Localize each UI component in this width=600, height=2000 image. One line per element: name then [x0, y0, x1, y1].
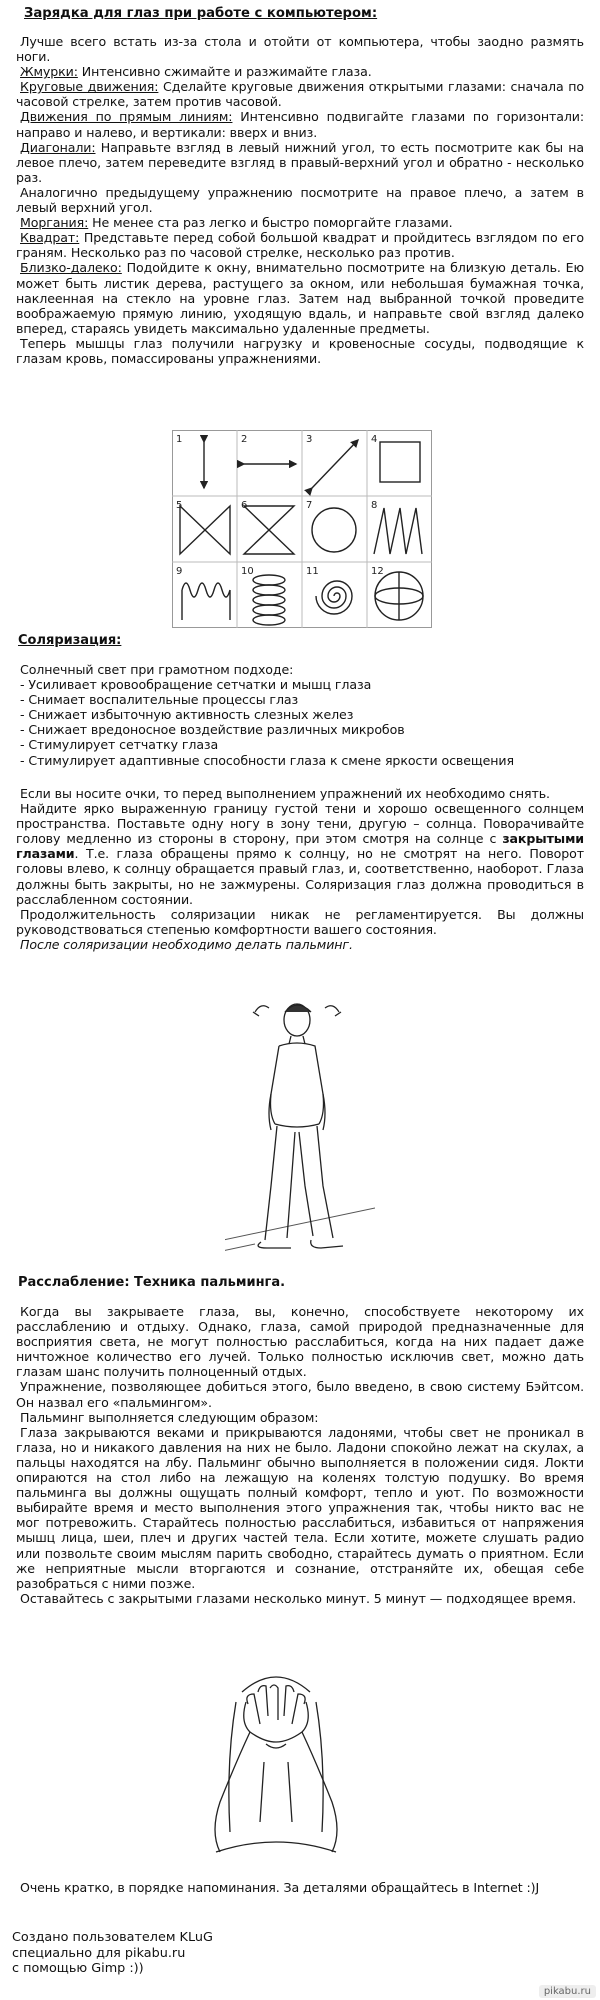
eye-exercise-diagram: [172, 430, 432, 628]
article-title: Зарядка для глаз при работе с компьютером:: [24, 6, 378, 21]
exercise-section: [16, 34, 584, 366]
palming-p3: Пальминг выполняется следующим образом:: [20, 1409, 319, 1425]
glasses-paragraph: Если вы носите очки, то перед выполнением упражнений их необходимо снять.: [20, 786, 550, 801]
palming-p1: Когда вы закрываете глаза, вы, конечно, способствуете некоторому их расслаблению и отдыху. Однако, глаза, самой природой предназначенные для восприятия света, не могут полностью расслабиться, когда на них падает даже ничтожное количество его лучей. Только полностью исключив свет, можно дать глазам шанс получить полноценный отдых.: [16, 1304, 584, 1380]
cell-number: 12: [371, 566, 384, 577]
credit-line: с помощью Gimp :)): [12, 1961, 144, 1976]
credit-line: Создано пользователем KLuG: [12, 1930, 213, 1945]
cell-number: 11: [306, 566, 319, 577]
exercise-blinks-tight: Жмурки: Интенсивно сжимайте и разжимайте глаза.: [20, 64, 372, 80]
benefit-item: - Усиливает кровообращение сетчатки и мышц глаза: [20, 677, 372, 693]
muscles-paragraph: Теперь мышцы глаз получили нагрузку и кровеносные сосуды, подводящие к глазам кровь, помассированы упражнениями.: [16, 335, 584, 366]
cell-number: 6: [241, 500, 248, 511]
benefit-item: - Снимает воспалительные процессы глаз: [20, 692, 299, 708]
solarization-lead: Солнечный свет при грамотном подходе:: [20, 662, 294, 677]
solarization-method: [16, 786, 584, 952]
cell-number: 1: [176, 434, 183, 445]
palming-woman-illustration: [176, 1662, 376, 1862]
exercise-square: Квадрат: Представьте перед собой большой квадрат и пройдитесь взглядом по его граням. Несколько раз по часовой стрелке, несколько раз против.: [16, 230, 584, 261]
exercise-circles: Круговые движения: Сделайте круговые движения открытыми глазами: сначала по часовой стрелке, затем против часовой.: [16, 79, 584, 110]
palming-heading: Расслабление: Техника пальминга.: [18, 1275, 286, 1290]
cell-number: 2: [241, 434, 248, 445]
benefit-item: - Стимулирует адаптивные способности глаза к смене яркости освещения: [20, 752, 514, 768]
benefit-item: - Снижает избыточную активность слезных желез: [20, 707, 354, 723]
credit-line: специально для pikabu.ru: [12, 1945, 186, 1961]
intro-paragraph: Лучше всего встать из-за стола и отойти от компьютера, чтобы заодно размять ноги.: [16, 34, 584, 65]
summary-text: Очень кратко, в порядке напоминания. За деталями обращайтесь в Internet :)J: [20, 1880, 540, 1895]
standing-man-illustration: [225, 998, 375, 1268]
exercise-diagonals: Диагонали: Направьте взгляд в левый нижний угол, то есть посмотрите как бы на левое плечо, затем переведите взгляд в правый-верхний угол и обратно - несколько раз.: [16, 139, 584, 185]
site-watermark: pikabu.ru: [539, 1985, 596, 1998]
palming-p2: Упражнение, позволяющее добиться этого, было введено, в свою систему Бэйтсом. Он назвал его «пальмингом».: [16, 1379, 584, 1410]
solarization-benefits: [16, 662, 584, 768]
exercise-near-far: Близко-далеко: Подойдите к окну, внимательно посмотрите на близкую деталь. Ею может быть листик дерева, растущего за окном, или небольшая бумажная точка, наклеенная на стекло на уровне глаз. Затем над выбранной точкой проведите воображаемую прямую линию, уходящую вдаль, и направьте свой взгляд далеко вперед, стараясь увидеть максимально удаленные предметы.: [16, 260, 584, 336]
cell-number: 4: [371, 434, 378, 445]
cell-number: 3: [306, 434, 313, 445]
cell-number: 9: [176, 566, 183, 577]
cell-number: 5: [176, 500, 183, 511]
exercise-blinking: Моргания: Не менее ста раз легко и быстро поморгайте глазами.: [20, 215, 453, 231]
credits: [12, 1930, 213, 1977]
method-paragraph: Найдите ярко выраженную границу густой тени и хорошо освещенного солнцем пространства. Поставьте одну ногу в зону тени, другую – солнца. Поворачивайте голову медленно из стороны в сторону, при этом смотря на солнце с закрытыми глазами. Т.е. глаза обращены прямо к солнцу, но не смотрят на него. Поворот головы влево, к солнцу обращается правый глаз, и, соответственно, наоборот. Глаза должны быть закрыты, но не зажмурены. Соляризация глаз должна проводиться в расслабленном состоянии.: [16, 801, 584, 907]
exercise-lines: Движения по прямым линиям: Интенсивно подвигайте глазами по горизонтали: направо и налево, и вертикали: вверх и вниз.: [16, 109, 584, 140]
cell-number: 10: [241, 566, 254, 577]
diagonals-note: Аналогично предыдущему упражнению посмотрите на правое плечо, а затем в левый верхний угол.: [16, 184, 584, 216]
palming-p5: Оставайтесь с закрытыми глазами несколько минут. 5 минут — подходящее время.: [20, 1590, 577, 1606]
cell-number: 7: [306, 500, 313, 511]
palming-section: [16, 1304, 584, 1606]
duration-paragraph: Продолжительность соляризации никак не регламентируется. Вы должны руководствоваться степенью комфортности вашего состояния.: [16, 906, 584, 937]
after-solarization-note: После соляризации необходимо делать пальминг.: [20, 936, 353, 952]
cell-number: 8: [371, 500, 378, 511]
solarization-heading: Соляризация:: [18, 633, 122, 648]
palming-p4: Глаза закрываются веками и прикрываются ладонями, чтобы свет не проникал в глаза, но и никакого давления на них не было. Ладони спокойно лежат на скулах, а пальцы находятся на лбу. Пальминг обычно выполняется в положении сидя. Локти опираются на стол либо на лежащую на коленях толстую подушку. Во время пальминга вы должны ощущать полный комфорт, тепло и уют. По возможности выбирайте время и место выполнения этого упражнения так, чтобы никто вас не мог потревожить. Старайтесь полностью расслабиться, избавиться от напряжения мышц лица, шеи, плеч и других частей тела. Если хотите, можете слушать радио или позвольте своим мыслям парить свободно, старайтесь думать о приятном. Если же неприятные мысли вторгаются и сознание, отстраняйте их, обещая себе разобраться с ними позже.: [16, 1424, 584, 1591]
benefit-item: - Снижает вредоносное воздействие различных микробов: [20, 722, 405, 738]
footer-summary: [16, 1880, 584, 1895]
benefit-item: - Стимулирует сетчатку глаза: [20, 737, 219, 753]
